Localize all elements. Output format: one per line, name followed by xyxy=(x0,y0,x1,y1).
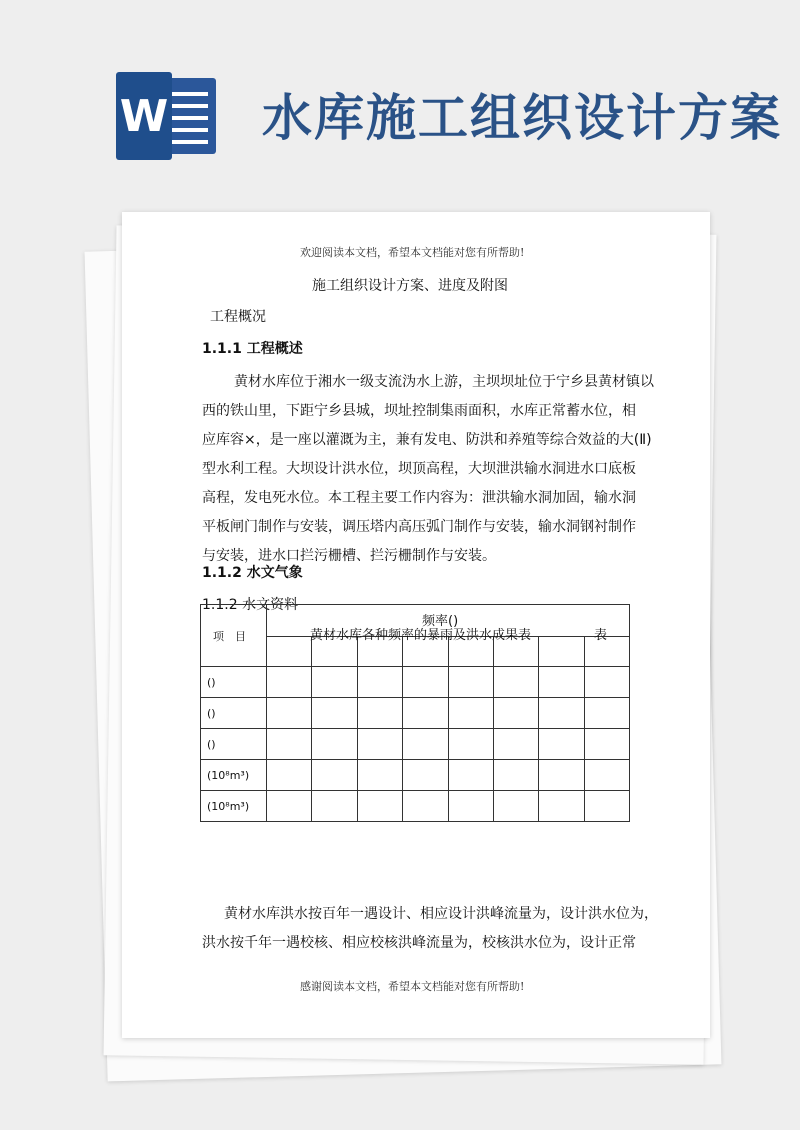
table-cell xyxy=(448,667,493,698)
table-cell xyxy=(584,760,629,791)
table-cell xyxy=(357,760,402,791)
table-cell xyxy=(403,760,448,791)
paragraph-line: 型水利工程。大坝设计洪水位，坝顶高程，大坝泄洪输水洞进水口底板 xyxy=(202,461,636,477)
table-row xyxy=(201,698,630,729)
paragraph-line: 与安装，进水口拦污栅槽、拦污栅制作与安装。 xyxy=(202,548,496,564)
table-cell xyxy=(267,637,312,667)
word-icon xyxy=(108,72,220,160)
heading-1-1-2: 1.1.2 水文气象 xyxy=(202,565,303,581)
table-cell xyxy=(403,729,448,760)
table-cell xyxy=(312,698,357,729)
table-cell xyxy=(448,729,493,760)
subheading-hydrology-data: 1.1.2 水文资料 xyxy=(202,597,299,613)
table-cell xyxy=(539,698,584,729)
table-cell xyxy=(267,791,312,822)
paragraph-line: 洪水按千年一遇校核、相应校核洪峰流量为，校核洪水位为，设计正常 xyxy=(202,935,636,951)
table-row xyxy=(201,791,630,822)
word-letter-badge: W xyxy=(116,72,172,160)
table-cell xyxy=(448,760,493,791)
banner xyxy=(0,0,800,210)
table-row xyxy=(201,729,630,760)
table-cell xyxy=(403,667,448,698)
table-cell xyxy=(267,760,312,791)
table-cell xyxy=(493,760,538,791)
table-caption-suffix: 表 xyxy=(594,628,608,643)
paragraph-line: 黄材水库洪水按百年一遇设计、相应设计洪峰流量为，设计洪水位为， xyxy=(224,906,658,922)
table-cell xyxy=(539,637,584,667)
table-cell xyxy=(584,729,629,760)
table-cell xyxy=(539,729,584,760)
table-row-label: (10⁸m³) xyxy=(201,760,267,791)
table-cell xyxy=(403,698,448,729)
table-cell xyxy=(312,667,357,698)
paragraph-overview xyxy=(202,368,654,571)
table-cell xyxy=(448,791,493,822)
table-cell xyxy=(584,791,629,822)
table-cell xyxy=(357,667,402,698)
table-row xyxy=(201,760,630,791)
table-row-label: () xyxy=(201,667,267,698)
banner-title: 水库施工组织设计方案 xyxy=(262,89,782,147)
document-page xyxy=(122,212,710,1038)
table-cell xyxy=(312,791,357,822)
table-row xyxy=(201,667,630,698)
table-cell xyxy=(539,760,584,791)
heading-1-1-1: 1.1.1 工程概述 xyxy=(202,341,303,357)
paragraph-line: 西的铁山里，下距宁乡县城，坝址控制集雨面积，水库正常蓄水位，相 xyxy=(202,403,636,419)
table-cell xyxy=(584,698,629,729)
paragraph-flood xyxy=(202,900,658,958)
table-cell xyxy=(539,791,584,822)
table-row-label: () xyxy=(201,698,267,729)
page-footer-note: 感谢阅读本文档，希望本文档能对您有所帮助! xyxy=(300,980,525,993)
table-cell xyxy=(493,791,538,822)
table-cell xyxy=(357,791,402,822)
table-cell xyxy=(312,760,357,791)
paragraph-line: 高程，发电死水位。本工程主要工作内容为：泄洪输水洞加固，输水洞 xyxy=(202,490,636,506)
table-header-freq: 频率() xyxy=(422,614,459,629)
table-cell xyxy=(448,698,493,729)
table-cell xyxy=(539,667,584,698)
table-row-label: () xyxy=(201,729,267,760)
page-header-note: 欢迎阅读本文档，希望本文档能对您有所帮助! xyxy=(300,246,525,259)
table-cell xyxy=(267,667,312,698)
table-cell xyxy=(584,667,629,698)
table-header-item: 项 目 xyxy=(201,605,267,667)
paragraph-line: 应库容×，是一座以灌溉为主，兼有发电、防洪和养殖等综合效益的大(Ⅱ) xyxy=(202,432,652,448)
table-cell xyxy=(267,729,312,760)
table-cell xyxy=(493,698,538,729)
table-cell xyxy=(357,698,402,729)
table-cell xyxy=(357,729,402,760)
table-caption: 黄材水库各种频率的暴雨及洪水成果表 xyxy=(310,628,532,643)
paragraph-line: 平板闸门制作与安装，调压塔内高压弧门制作与安装，输水洞钢衬制作 xyxy=(202,519,636,535)
table-cell xyxy=(267,698,312,729)
table-row-label: (10⁸m³) xyxy=(201,791,267,822)
table-cell xyxy=(312,729,357,760)
section-overview: 工程概况 xyxy=(210,309,266,325)
table-cell xyxy=(493,729,538,760)
table-cell xyxy=(403,791,448,822)
paragraph-line: 黄材水库位于湘水一级支流沩水上游，主坝坝址位于宁乡县黄材镇以 xyxy=(234,374,654,390)
document-title: 施工组织设计方案、进度及附图 xyxy=(312,278,508,294)
table-cell xyxy=(493,667,538,698)
